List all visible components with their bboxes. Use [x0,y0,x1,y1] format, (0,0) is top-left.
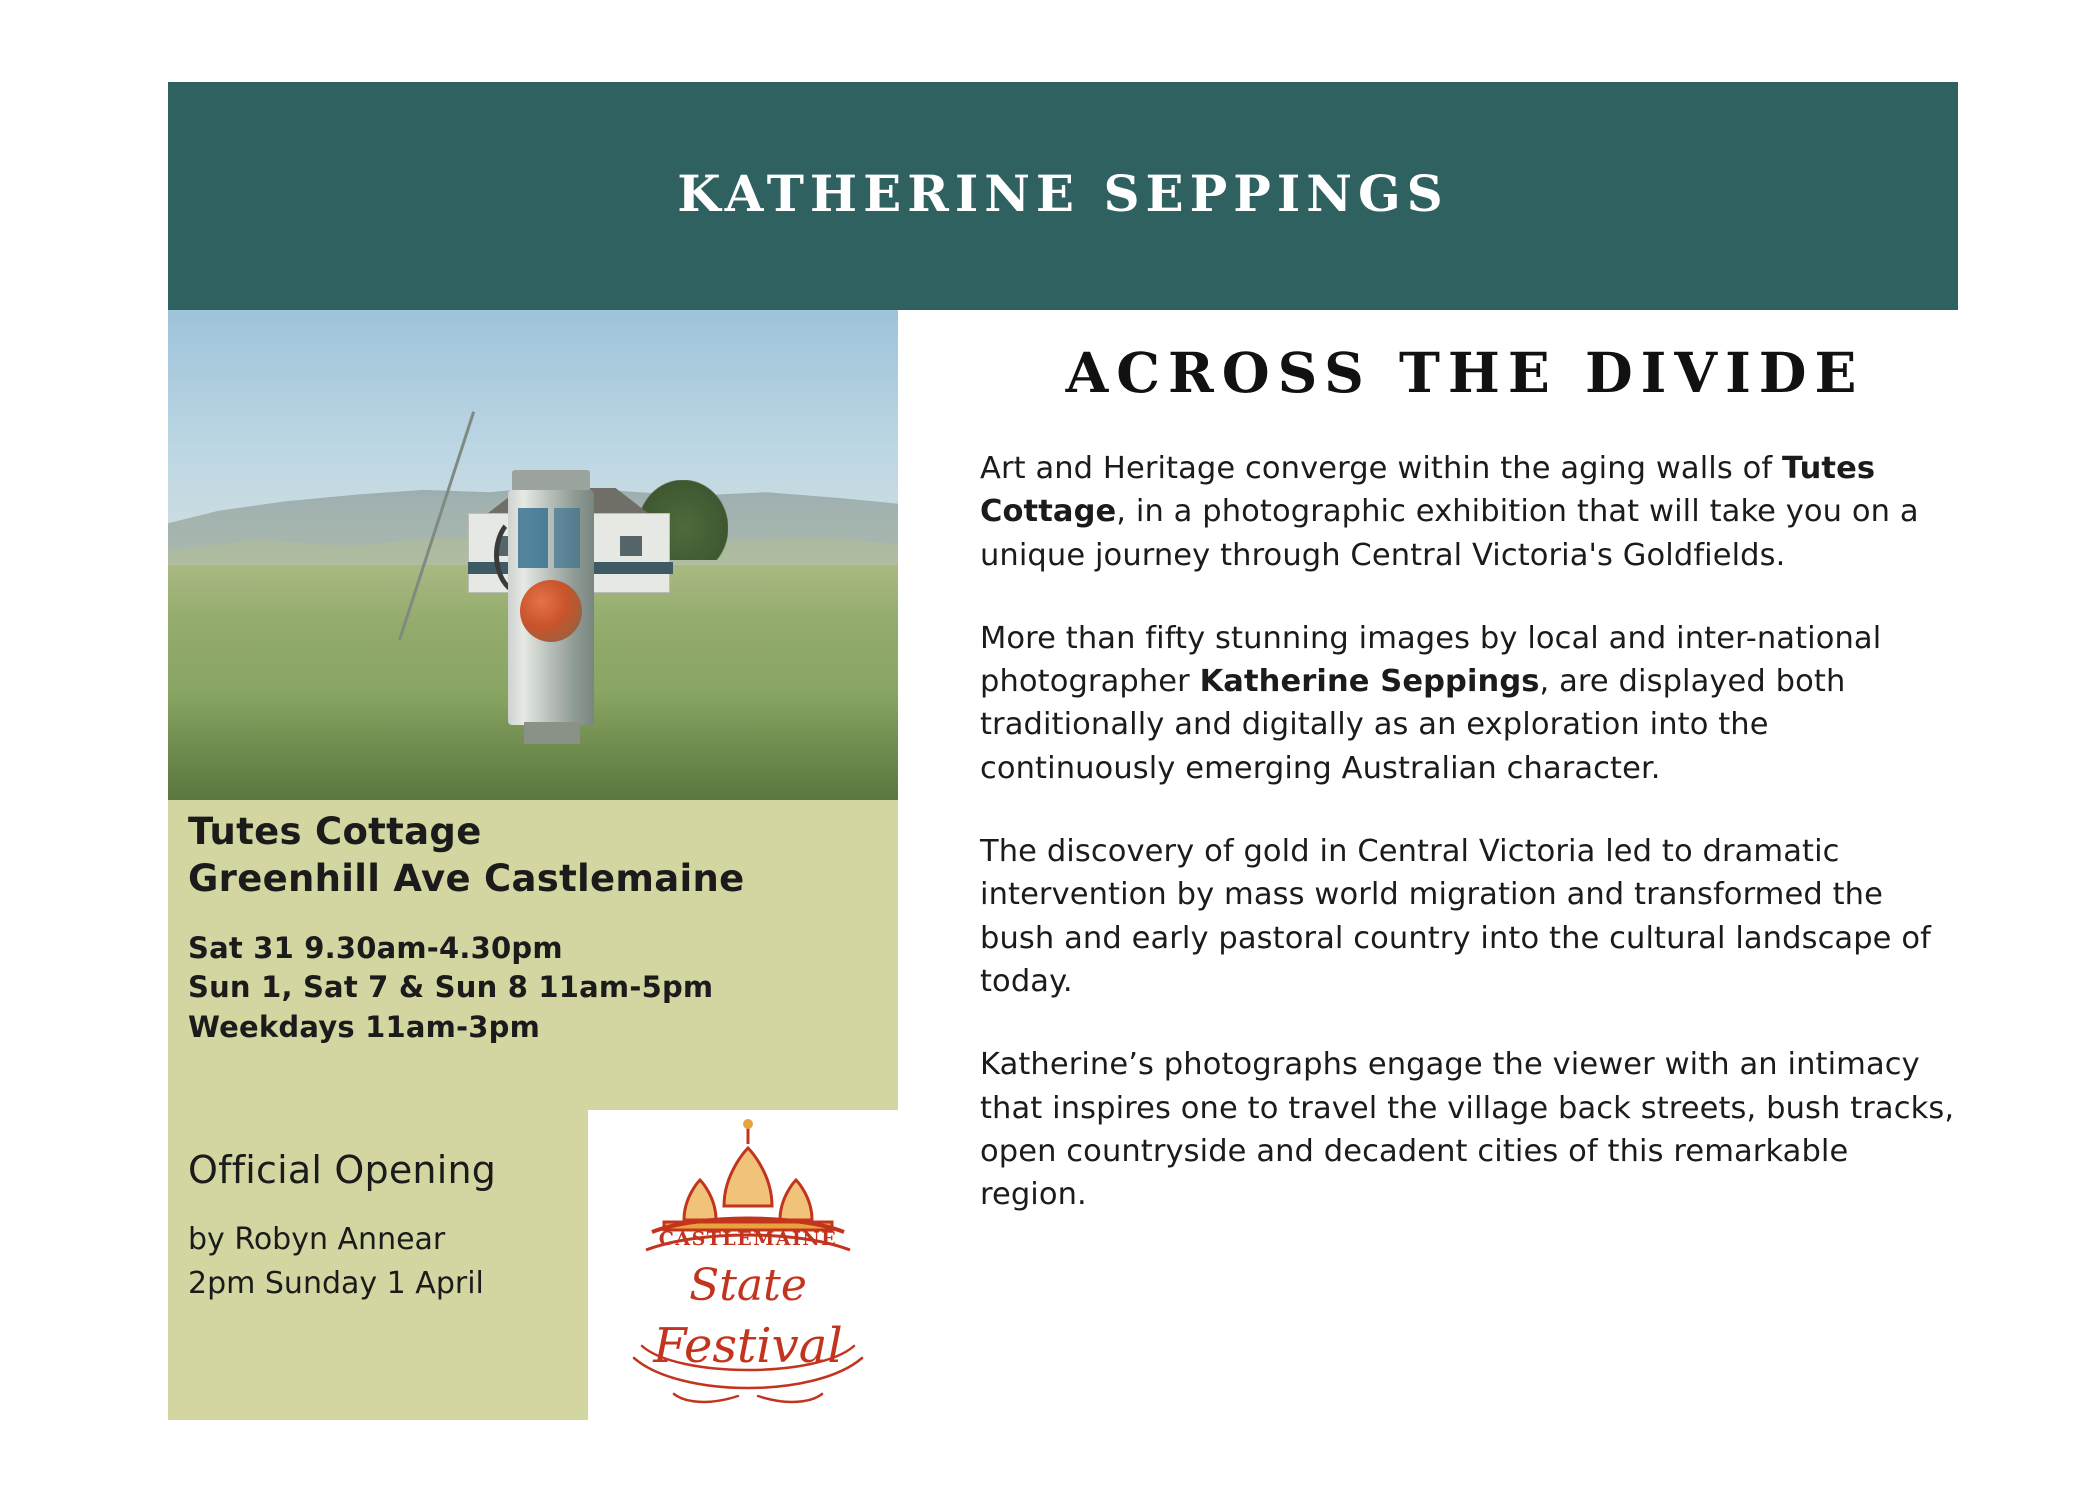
body-paragraph-1 [980,447,1960,577]
opening-hours-item: Sat 31 9.30am-4.30pm [188,930,563,965]
photo-pump-foot [524,722,580,744]
festival-logo-script-1: State [689,1260,807,1311]
venue-details [188,808,878,1047]
opening-hours-list [188,929,878,1047]
artist-name-title: KATHERINE SEPPINGS [677,163,1449,223]
photo-petrol-pump [508,460,598,740]
header-band [168,82,1958,310]
body-text: The discovery of gold in Central Victoria led to dramatic intervention by mass world migration and transformed the bush and early pastoral country into the cultural landscape of today. [980,834,1931,999]
photo-pump-panel [554,508,580,568]
photo-pump-globe [520,580,582,642]
venue-line-1: Tutes Cottage [188,810,482,853]
opening-host: by Robyn Annear [188,1222,446,1257]
exhibition-photograph [168,310,898,800]
venue-name-block [188,808,878,903]
body-paragraph-4 [980,1043,1960,1216]
emphasis-text: Tutes Cottage [980,451,1876,530]
body-text: , are displayed both traditionally and digitally as an exploration into the continuously emerging Australian character. [980,664,1846,786]
castlemaine-state-festival-logo [588,1110,908,1420]
exhibition-title: ACROSS THE DIVIDE [1065,340,1865,405]
body-paragraph-2 [980,617,1960,790]
body-text: Katherine’s photographs engage the viewer with an intimacy that inspires one to travel the village back streets, bush tracks, open countryside and decadent cities of this remarkable region. [980,1047,1955,1213]
festival-logo-script-2: Festival [653,1318,843,1374]
body-text: Art and Heritage converge within the aging walls of [980,451,1783,486]
official-opening-details [188,1218,484,1305]
body-text: More than fifty stunning images by local and inter-national photographer [980,620,1882,700]
body-text: , in a photographic exhibition that will take you on a unique journey through Central Victoria's Goldfields. [980,494,1919,573]
festival-logo-name: CASTLEMAINE [658,1228,838,1250]
venue-line-2: Greenhill Ave Castlemaine [188,857,745,901]
opening-datetime: 2pm Sunday 1 April [188,1265,484,1301]
exhibition-description [980,340,1960,1256]
photo-pump-panel [518,508,548,568]
opening-hours-item: Sun 1, Sat 7 & Sun 8 11am-5pm [188,970,714,1005]
opening-hours-item: Weekdays 11am-3pm [188,1009,541,1044]
body-paragraph-3 [980,830,1960,1003]
official-opening-heading: Official Opening [188,1148,497,1192]
photo-cottage-window [620,536,642,556]
emphasis-text: Katherine Seppings [1199,664,1540,700]
